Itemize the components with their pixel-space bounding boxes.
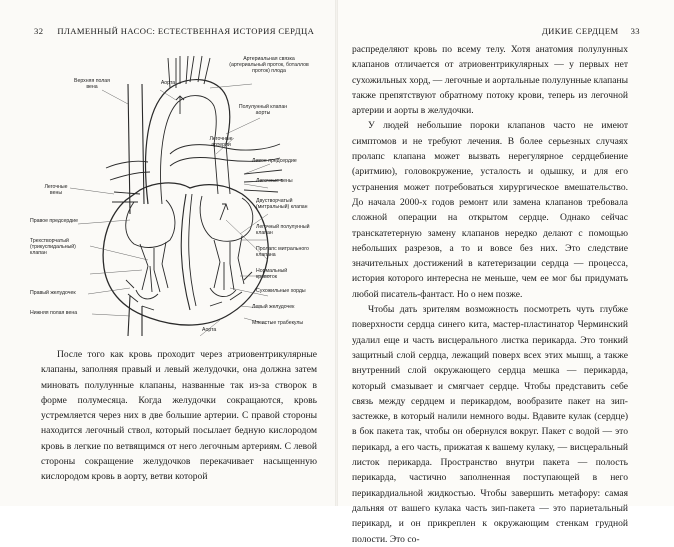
left-body-text [41, 347, 317, 485]
right-running-header [542, 26, 640, 36]
label-mitral-prolapse: Пролапс митрального клапана [256, 246, 309, 259]
right-body-text [352, 42, 628, 547]
label-aortic-semilunar-valve: Полулунный клапан аорты [238, 104, 288, 117]
right-paragraph-1: распределяют кровь по всему телу. Хотя анатомия полулунных клапанов отличается от атриовентрикулярных — у первых нет сухожильных хорд, — легочные и аортальные полулунные клапаны также препятствуют обратному потоку крови, теперь из легочной артерии и аорты в желудочки. [352, 44, 628, 117]
label-aorta-top: Аорта [160, 80, 176, 86]
left-page-number: 32 [34, 26, 44, 36]
label-left-atrium: Левое предсердие [252, 158, 297, 164]
label-tricuspid-valve: Трехстворчатый (трикуспидальный) клапан [30, 238, 76, 257]
label-left-ventricle: Левый желудочек [252, 304, 295, 310]
left-running-head: ПЛАМЕННЫЙ НАСОС: ЕСТЕСТВЕННАЯ ИСТОРИЯ СЕРДЦА [57, 26, 315, 36]
label-ductus-arteriosus: Артериальная связка (артериальный проток, боталлов проток) плода [229, 56, 309, 75]
label-trabeculae: Мясистые трабекулы [252, 320, 304, 326]
book-spine [335, 0, 338, 506]
label-pulmonary-veins-left: Легочные вены [44, 184, 68, 197]
label-right-ventricle: Правый желудочек [30, 290, 76, 296]
label-chordae-tendineae: Сухожильные хорды [256, 288, 306, 294]
right-running-head: ДИКИЕ СЕРДЦЕМ [541, 26, 619, 36]
left-running-header [34, 26, 314, 36]
label-mitral-valve: Двустворчатый (митральный) клапан [256, 198, 308, 211]
right-paragraph-2: У людей небольшие пороки клапанов часто не имеют симптомов и не требуют лечения. В более серьезных случаях пролапс клапана может вызвать нерегулярное сердцебиение (аритмию), головокружение, усталость и одышку, и для его устранения может потребоваться хирургическое вмешательство. До начала 2000-х годов ремонт или замена клапанов требовала сложной операции на открытом сердце. Однако сейчас транскатетерную замену клапанов нередко делают с помощью небольших разрезов, а то и вовсе без них. Это следствие значительных достижений в катетеризации сердца — процесса, история которого интересна не меньше, чем ее мог бы придумать любой писатель-фантаст. Но о нем позже. [352, 120, 628, 300]
label-pulmonary-veins-right: Легочные вены [256, 178, 293, 184]
label-aorta-bottom: Аорта [202, 327, 217, 333]
label-inferior-vena-cava: Нижняя полая вена [30, 310, 78, 316]
label-pulmonary-semilunar-valve: Легочный полулунный клапан [256, 224, 310, 237]
label-superior-vena-cava: Верхняя полая вена [74, 78, 110, 91]
label-pulmonary-arteries: Легочные артерии [209, 136, 233, 149]
label-normal-flow: Нормальный кровоток [256, 268, 288, 281]
label-right-atrium: Правое предсердие [30, 218, 78, 224]
right-paragraph-3: Чтобы дать зрителям возможность посмотреть чуть глубже поверхности сердца синего кита, мастер-пластинатор Черминский удалил еще и часть висцерального листка перикарда. Это тонкий защитный слой сердца, лежащий поверх всех этих мышц, а также внутренний слой окружающего сердца мешка — перикарда, который смазывает и смягчает сердце. Чтобы представить себе связь между сердцем и перикардом, вообразите пакет на зип-застежке, в который налили немного воды. Вдавите кулак (сердце) в бок пакета так, чтобы он обернулся вокруг. Пакет с водой — это перикард, а его часть, прижатая к вашему кулаку, — висцеральный листок перикарда. Пространство внутри пакета — полость перикарда, частично заполненная поступающей в него перикардиальной жидкостью. Чтобы завершить метафору: самая дальняя от вашего кулака часть зип-пакета — это париетальный перикард, и он прикреплен к окружающим стенкам грудной полости. Это со- [352, 304, 628, 545]
left-paragraph: После того как кровь проходит через атриовентрикулярные клапаны, заполняя правый и левый желудочки, она должна затем миновать полулунные клапаны, названные так из-за створок в форме полумесяца. Когда желудочки сокращаются, кровь устремляется через них в две большие артерии. С правой стороны находится легочный ствол, который посылает бедную кислородом кровь в легкие по ветвящимся от него легочным артериям. С левой стороны сокращение желудочков перекачивает насыщенную кислородом кровь в аорту, ветви которой [41, 349, 317, 483]
heart-diagram [30, 44, 320, 336]
right-page-number: 33 [630, 26, 640, 36]
